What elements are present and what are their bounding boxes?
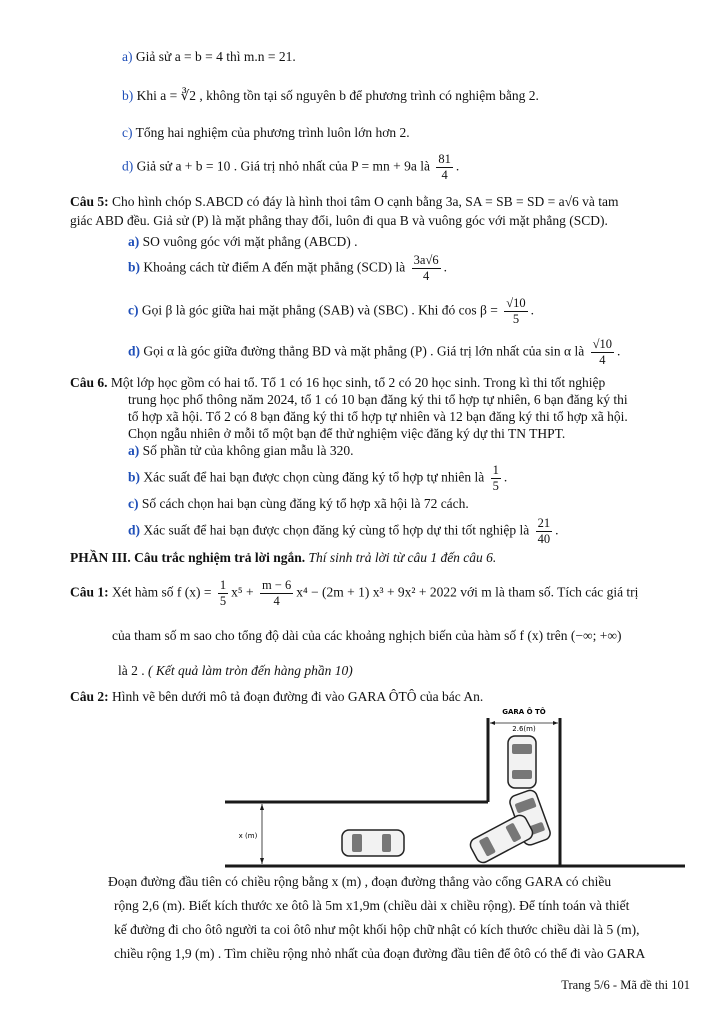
q5-title: Câu 5: (70, 194, 109, 209)
q5-b-label: b) (128, 259, 141, 275)
q5-d-fraction: $\frac{√10}{4}$ (592, 337, 612, 367)
part3-note: Thí sinh trả lời từ câu 1 đến câu 6. (308, 550, 497, 565)
p3q1-rounding-note: ( Kết quả làm tròn đến hàng phần 10) (148, 663, 353, 678)
page-footer: Trang 5/6 - Mã đề thi 101 (561, 978, 690, 992)
q5-stem-line1 (70, 193, 618, 211)
q6-b-label: b) (128, 469, 141, 485)
p3q1-pre: Xét hàm số f (x) = (112, 584, 212, 600)
q6-a-text: Số phần tử của không gian mẫu là 320. (142, 443, 354, 458)
q4-b-text: Khi a = ∛2 , không tồn tại số nguyên b để phương trình có nghiệm bằng 2. (136, 88, 539, 103)
p3q1-frac1: $\frac{1}{5}$ (219, 578, 227, 608)
part3-title: PHẦN III. Câu trắc nghiệm trả lời ngắn. (70, 550, 306, 565)
q6-option-d: d) Xác suất để hai bạn được chọn đăng ký cùng tổ hợp dự thi tốt nghiệp là $\frac{21}{40}$ . (128, 516, 559, 546)
garage-road-figure (210, 706, 685, 868)
car-on-road (342, 830, 404, 856)
q4-d-text: Giả sử a + b = 10 . Giá trị nhỏ nhất của P = mn + 9a là (136, 158, 430, 174)
q5-d-label: d) (128, 343, 141, 359)
q6-a-label: a) (128, 443, 140, 458)
car-in-garage (508, 736, 536, 788)
q4-option-b (122, 87, 539, 105)
q4-a-text: Giả sử a = b = 4 thì m.n = 21. (135, 49, 296, 64)
p3q2-para-line2: rộng 2,6 (m). Biết kích thước xe ôtô là 5m x1,9m (chiều dài x chiều rộng). Để tính toán và thiết (114, 898, 630, 913)
q6-b-text: Xác suất để hai bạn được chọn cùng đăng ký tổ hợp tự nhiên là (143, 469, 485, 485)
q6-stem-line1 (70, 374, 605, 392)
p3q1-answer-note: là 2 . (118, 663, 145, 678)
car-turning-lower (468, 813, 535, 865)
p3q2-title: Câu 2: (70, 689, 109, 704)
q6-d-label: d) (128, 522, 141, 538)
q5-a-text: SO vuông góc với mặt phẳng (ABCD) . (142, 234, 358, 249)
p3q1-line3 (118, 662, 353, 680)
p3q2-text: Hình vẽ bên dưới mô tả đoạn đường đi vào GARA ÔTÔ của bác An. (112, 689, 484, 704)
q6-c-label: c) (128, 496, 139, 511)
q5-option-a (128, 233, 358, 251)
q6-option-b: b) Xác suất để hai bạn được chọn cùng đăng ký tổ hợp tự nhiên là $\frac{1}{5}$ . (128, 463, 508, 493)
p3q2-para-line1: Đoạn đường đầu tiên có chiều rộng bằng x (m) , đoạn đường thẳng vào cổng GARA có chiều (108, 874, 612, 889)
p3q1-line1: Câu 1: Xét hàm số f (x) = $\frac{1}{5}$ x⁵ + $\frac{m - 6}{4}$ x⁴ − (2m + 1) x³ + 9x² + 2022 với m là tham số. Tích các giá trị (70, 578, 639, 608)
garage-width-label: 2.6(m) (512, 725, 536, 733)
q6-line1: Một lớp học gồm có hai tổ. Tổ 1 có 16 học sinh, tổ 2 có 20 học sinh. Trong kì thi tốt nghiệp (110, 375, 606, 390)
q4-b-label: b) (122, 88, 134, 103)
q4-option-d: d) Giả sử a + b = 10 . Giá trị nhỏ nhất của P = mn + 9a là $\frac{81}{4}$ . (122, 152, 460, 182)
q6-line3: tổ hợp xã hội. Tổ 2 có 8 bạn đăng ký thi tổ hợp tự nhiên và 12 bạn đăng ký thi tổ hợp xã hội. (128, 409, 628, 424)
p3q1-title: Câu 1: (70, 584, 109, 600)
q5-a-label: a) (128, 234, 140, 249)
q6-b-fraction: $\frac{1}{5}$ (492, 463, 499, 493)
p3q1-frac2: $\frac{m - 6}{4}$ (261, 578, 292, 608)
q4-c-label: c) (122, 125, 133, 140)
q5-b-fraction: $\frac{3a√6}{4}$ (413, 253, 439, 283)
p3q2-para-line4: chiều rộng 1,9 (m) . Tìm chiều rộng nhỏ nhất của đoạn đường đầu tiên để ôtô có thể đi vào GARA (114, 946, 646, 961)
q4-c-text: Tổng hai nghiệm của phương trình luôn lớn hơn 2. (135, 125, 410, 140)
q5-line2: giác ABD đều. Giả sử (P) là mặt phẳng thay đổi, luôn đi qua B và vuông góc với mặt phẳng (SCD). (70, 213, 608, 228)
q6-c-text: Số cách chọn hai bạn cùng đăng ký tổ hợp xã hội là 72 cách. (141, 496, 469, 511)
q6-title: Câu 6. (70, 375, 108, 390)
road-width-label: x (m) (238, 832, 258, 840)
q5-option-b: b) Khoảng cách từ điểm A đến mặt phẳng (SCD) là $\frac{3a√6}{4}$ . (128, 253, 447, 283)
q5-d-text: Gọi α là góc giữa đường thẳng BD và mặt phẳng (P) . Giá trị lớn nhất của sin α là (143, 343, 585, 359)
q5-option-d: d) Gọi α là góc giữa đường thẳng BD và mặt phẳng (P) . Giá trị lớn nhất của sin α là $\frac{√10}{4}$ . (128, 337, 621, 367)
q5-c-text: Gọi β là góc giữa hai mặt phẳng (SAB) và (SBC) . Khi đó cos β = (141, 302, 498, 318)
q4-d-label: d) (122, 158, 134, 174)
q5-c-fraction: $\frac{√10}{5}$ (506, 296, 526, 326)
p3q2-para-line3: kế đường đi cho ôtô người ta coi ôtô như một khối hộp chữ nhật có kích thước chiều dài là 5 (m), (114, 922, 640, 937)
q6-d-fraction: $\frac{21}{40}$ (537, 516, 551, 546)
q6-d-text: Xác suất để hai bạn được chọn đăng ký cùng tổ hợp dự thi tốt nghiệp là (143, 522, 530, 538)
p3q1-line2: của tham số m sao cho tổng độ dài của các khoảng nghịch biến của hàm số f (x) trên (−∞; +∞) (112, 628, 622, 643)
q6-option-c (128, 495, 469, 513)
garage-road-diagram (210, 706, 685, 868)
q5-c-label: c) (128, 302, 139, 318)
q6-option-a (128, 442, 354, 460)
q4-a-label: a) (122, 49, 133, 64)
p3q2-line1 (70, 688, 483, 706)
q5-b-text: Khoảng cách từ điểm A đến mặt phẳng (SCD) là (143, 259, 406, 275)
q4-option-c (122, 124, 410, 142)
q4-d-fraction: $\frac{81}{4}$ (438, 152, 451, 182)
q5-option-c: c) Gọi β là góc giữa hai mặt phẳng (SAB) và (SBC) . Khi đó cos β = $\frac{√10}{5}$ . (128, 296, 534, 326)
q5-line1: Cho hình chóp S.ABCD có đáy là hình thoi tâm O cạnh bằng 3a, SA = SB = SD = a√6 và tam (112, 194, 619, 209)
garage-label: GARA Ô TÔ (502, 708, 546, 716)
q6-line4: Chọn ngẫu nhiên ở mỗi tổ một bạn để thử nghiệm việc đăng ký dự thi TN THPT. (128, 426, 566, 441)
q6-line2: trung học phổ thông năm 2024, tổ 1 có 10 bạn đăng ký thi tổ hợp tự nhiên, 6 bạn đăng ký thi (128, 392, 628, 407)
part3-heading (70, 549, 496, 567)
q4-option-a (122, 48, 296, 66)
